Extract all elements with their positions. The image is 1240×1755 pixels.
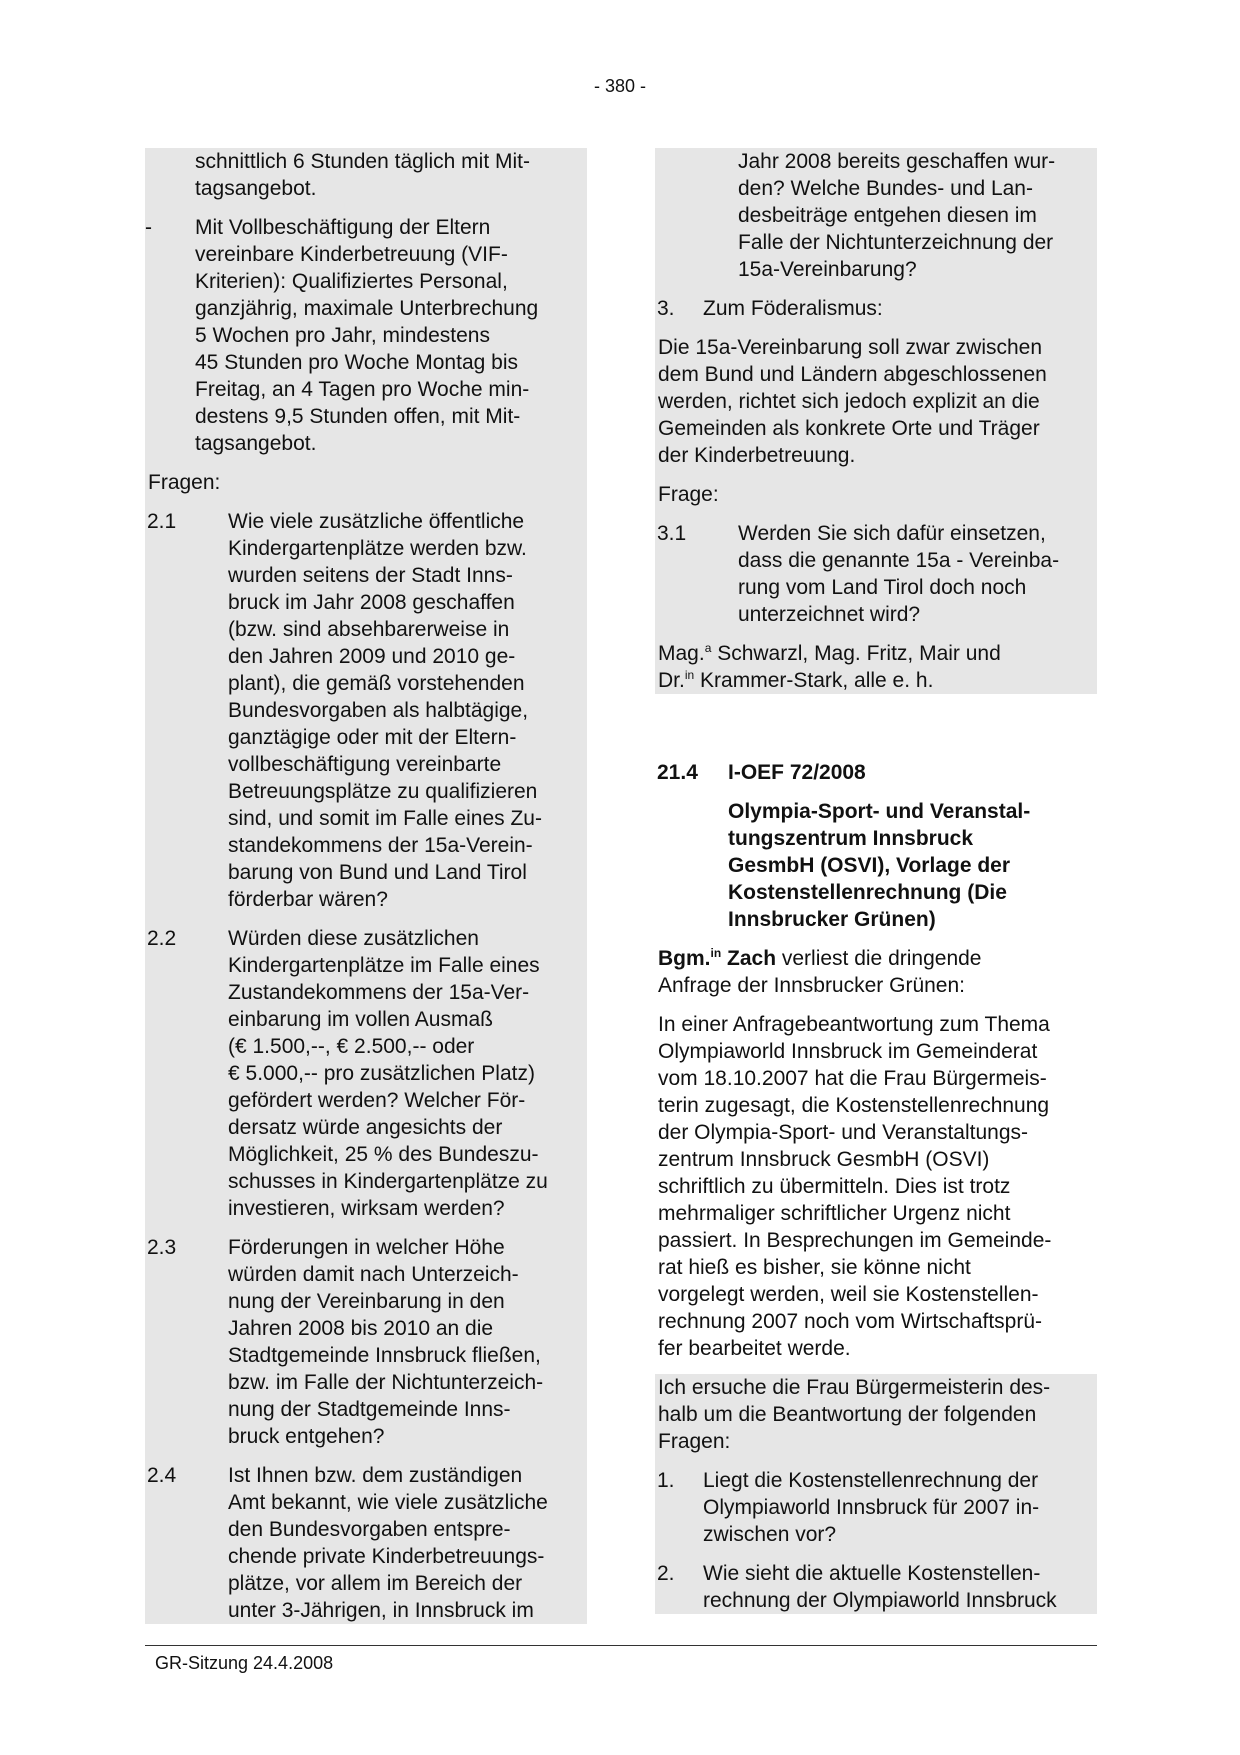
signature-line-2: Dr.$^{in}$ Krammer-Stark, alle e. h.: [658, 668, 934, 692]
question-2: [655, 1560, 1097, 1614]
text-line: (€ 1.500,--, € 2.500,-- oder: [228, 1035, 475, 1058]
text-line: vereinbare Kinderbetreuung (VIF-: [195, 243, 508, 266]
text-line: bzw. im Falle der Nichtunterzeich-: [228, 1371, 544, 1394]
body-paragraph: [655, 1011, 1097, 1362]
text-line: wurden seitens der Stadt Inns-: [228, 564, 513, 587]
text-line: Amt bekannt, wie viele zusätzliche: [228, 1491, 548, 1514]
text-line: rat hieß es bisher, sie könne nicht: [658, 1256, 971, 1279]
text-line: Innsbrucker Grünen): [728, 908, 936, 931]
fragen-label: Fragen:: [148, 471, 221, 494]
text-line: Stadtgemeinde Innsbruck fließen,: [228, 1344, 541, 1367]
text-line: terin zugesagt, die Kostenstellenrechnung: [658, 1094, 1050, 1117]
question-2-4: [145, 1462, 587, 1624]
text-line: Ich ersuche die Frau Bürgermeisterin des-: [658, 1376, 1051, 1399]
text-line: (bzw. sind absehbarerweise in: [228, 618, 510, 641]
text-line: schriftlich zu übermitteln. Dies ist trotz: [658, 1175, 1011, 1198]
text-line: ganzjährig, maximale Unterbrechung: [195, 297, 539, 320]
text-line: desbeiträge entgehen diesen im: [738, 204, 1037, 227]
shaded-block-lower: [655, 1374, 1097, 1614]
text-line: den Jahren 2009 und 2010 ge-: [228, 645, 516, 668]
text-line: schnittlich 6 Stunden täglich mit Mit-: [195, 150, 530, 173]
text-line: tagsangebot.: [195, 432, 317, 455]
text-line: Fragen:: [658, 1430, 731, 1453]
text-line: In einer Anfragebeantwortung zum Thema: [658, 1013, 1050, 1036]
text-line: vollbeschäftigung vereinbarte: [228, 753, 502, 776]
text-line: rechnung 2007 noch vom Wirtschaftsprü-: [658, 1310, 1043, 1333]
text-line: 45 Stunden pro Woche Montag bis: [195, 351, 518, 374]
agenda-item-number: 21.4: [657, 761, 698, 784]
text-line: investieren, wirksam werden?: [228, 1197, 505, 1220]
text-line: Anfrage der Innsbrucker Grünen:: [658, 974, 966, 997]
text-line: mehrmaliger schriftlicher Urgenz nicht: [658, 1202, 1011, 1225]
agenda-item-title: [655, 798, 1097, 933]
text-line: Jahren 2008 bis 2010 an die: [228, 1317, 494, 1340]
text-line: Wie viele zusätzliche öffentliche: [228, 510, 525, 533]
text-line: halb um die Beantwortung der folgenden: [658, 1403, 1037, 1426]
text-line: Liegt die Kostenstellenrechnung der: [703, 1469, 1039, 1492]
question-2-3: [145, 1234, 587, 1450]
text-line: € 5.000,-- pro zusätzlichen Platz): [228, 1062, 535, 1085]
text-line: standekommens der 15a-Verein-: [228, 834, 533, 857]
text-line: nung der Stadtgemeinde Inns-: [228, 1398, 511, 1421]
text-line: den? Welche Bundes- und Lan-: [738, 177, 1033, 200]
left-column: [145, 148, 587, 1624]
text-line: Olympia-Sport- und Veranstal-: [728, 800, 1031, 823]
text-line: dass die genannte 15a - Vereinba-: [738, 549, 1060, 572]
text-line: Ist Ihnen bzw. dem zuständigen: [228, 1464, 523, 1487]
section-label: Zum Föderalismus:: [703, 297, 883, 320]
dash-list-item: [145, 214, 587, 457]
text-line: Würden diese zusätzlichen: [228, 927, 479, 950]
question-2-1: [145, 508, 587, 913]
dash-bullet: -: [145, 216, 152, 239]
text-line: der Olympia-Sport- und Veranstaltungs-: [658, 1121, 1029, 1144]
bgm-intro: [655, 945, 1097, 999]
agenda-item-code: I-OEF 72/2008: [728, 761, 866, 784]
text-line: nung der Vereinbarung in den: [228, 1290, 505, 1313]
text-line: dersatz würde angesichts der: [228, 1116, 503, 1139]
question-1: [655, 1467, 1097, 1548]
text-line: würden damit nach Unterzeich-: [228, 1263, 519, 1286]
text-line: tungszentrum Innsbruck: [728, 827, 974, 850]
text-line: werden, richtet sich jedoch explizit an die: [658, 390, 1040, 413]
text-line: zwischen vor?: [703, 1523, 837, 1546]
text-line: vorgelegt werden, weil sie Kostenstellen-: [658, 1283, 1039, 1306]
text-line: Kriterien): Qualifiziertes Personal,: [195, 270, 508, 293]
text-line: Olympiaworld Innsbruck für 2007 in-: [703, 1496, 1040, 1519]
question-number: 2.4: [147, 1464, 177, 1487]
text-line: bruck im Jahr 2008 geschaffen: [228, 591, 515, 614]
text-line: gefördert werden? Welcher För-: [228, 1089, 526, 1112]
text-line: unter 3-Jährigen, in Innsbruck im: [228, 1599, 534, 1622]
continued-text: [145, 148, 587, 202]
question-number: 3.1: [657, 522, 687, 545]
text-line: zentrum Innsbruck GesmbH (OSVI): [658, 1148, 990, 1171]
text-line: Mit Vollbeschäftigung der Eltern: [195, 216, 491, 239]
text-line: Kostenstellenrechnung (Die: [728, 881, 1007, 904]
text-line: Kindergartenplätze im Falle eines: [228, 954, 540, 977]
text-line: Gemeinden als konkrete Orte und Träger: [658, 417, 1040, 440]
text-line: GesmbH (OSVI), Vorlage der: [728, 854, 1011, 877]
text-line: der Kinderbetreuung.: [658, 444, 856, 467]
text-line: einbarung im vollen Ausmaß: [228, 1008, 493, 1031]
continued-question: [655, 148, 1097, 283]
ersuche-paragraph: [655, 1374, 1097, 1455]
text-line: Die 15a-Vereinbarung soll zwar zwischen: [658, 336, 1043, 359]
text-line: chende private Kinderbetreuungs-: [228, 1545, 545, 1568]
text-line: 5 Wochen pro Jahr, mindestens: [195, 324, 490, 347]
question-number: 1.: [657, 1469, 675, 1492]
text-line: sind, und somit im Falle eines Zu-: [228, 807, 542, 830]
shaded-block-upper: [655, 148, 1097, 694]
text-line: förderbar wären?: [228, 888, 388, 911]
text-line: Bgm.$^{in}$ Zach verliest die dringende: [658, 946, 982, 970]
text-line: plätze, vor allem im Bereich der: [228, 1572, 523, 1595]
page-number: - 380 -: [593, 76, 647, 96]
text-line: Betreuungsplätze zu qualifizieren: [228, 780, 538, 803]
text-line: barung von Bund und Land Tirol: [228, 861, 527, 884]
text-line: dem Bund und Ländern abgeschlossenen: [658, 363, 1047, 386]
text-line: vom 18.10.2007 hat die Frau Bürgermeis-: [658, 1067, 1047, 1090]
text-line: Falle der Nichtunterzeichnung der: [738, 231, 1054, 254]
text-line: schusses in Kindergartenplätze zu: [228, 1170, 548, 1193]
text-line: Möglichkeit, 25 % des Bundeszu-: [228, 1143, 539, 1166]
footer-divider: [145, 1645, 1097, 1646]
text-line: den Bundesvorgaben entspre-: [228, 1518, 511, 1541]
question-3-1: [655, 520, 1097, 628]
section-3-heading: [655, 295, 1097, 322]
foederalismus-paragraph: [655, 334, 1097, 469]
question-number: 2.1: [147, 510, 177, 533]
text-line: bruck entgehen?: [228, 1425, 385, 1448]
question-number: 2.3: [147, 1236, 177, 1259]
text-line: 15a-Vereinbarung?: [738, 258, 917, 281]
agenda-item-heading: [655, 759, 1097, 786]
right-column: [655, 148, 1097, 1614]
text-line: Jahr 2008 bereits geschaffen wur-: [738, 150, 1056, 173]
text-line: Werden Sie sich dafür einsetzen,: [738, 522, 1046, 545]
signatures: [655, 640, 1097, 694]
text-line: destens 9,5 Stunden offen, mit Mit-: [195, 405, 521, 428]
text-line: Freitag, an 4 Tagen pro Woche min-: [195, 378, 530, 401]
question-2-2: [145, 925, 587, 1222]
question-number: 2.: [657, 1562, 675, 1585]
signature-line-1: Mag.$^a$ Schwarzl, Mag. Fritz, Mair und: [658, 641, 1001, 665]
text-line: tagsangebot.: [195, 177, 317, 200]
question-number: 2.2: [147, 927, 177, 950]
text-line: Wie sieht die aktuelle Kostenstellen-: [703, 1562, 1041, 1585]
text-line: Kindergartenplätze werden bzw.: [228, 537, 527, 560]
text-line: Förderungen in welcher Höhe: [228, 1236, 505, 1259]
text-line: Zustandekommens der 15a-Ver-: [228, 981, 530, 1004]
text-line: rung vom Land Tirol doch noch: [738, 576, 1027, 599]
text-line: ganztägige oder mit der Eltern-: [228, 726, 517, 749]
text-line: passiert. In Besprechungen im Gemeinde-: [658, 1229, 1052, 1252]
text-line: unterzeichnet wird?: [738, 603, 921, 626]
text-line: fer bearbeitet werde.: [658, 1337, 851, 1360]
frage-label: Frage:: [658, 483, 719, 506]
footer-text: GR-Sitzung 24.4.2008: [155, 1653, 334, 1673]
text-line: Olympiaworld Innsbruck im Gemeinderat: [658, 1040, 1038, 1063]
text-line: plant), die gemäß vorstehenden: [228, 672, 525, 695]
section-number: 3.: [657, 297, 675, 320]
text-line: Bundesvorgaben als halbtägige,: [228, 699, 529, 722]
text-line: rechnung der Olympiaworld Innsbruck: [703, 1589, 1057, 1612]
